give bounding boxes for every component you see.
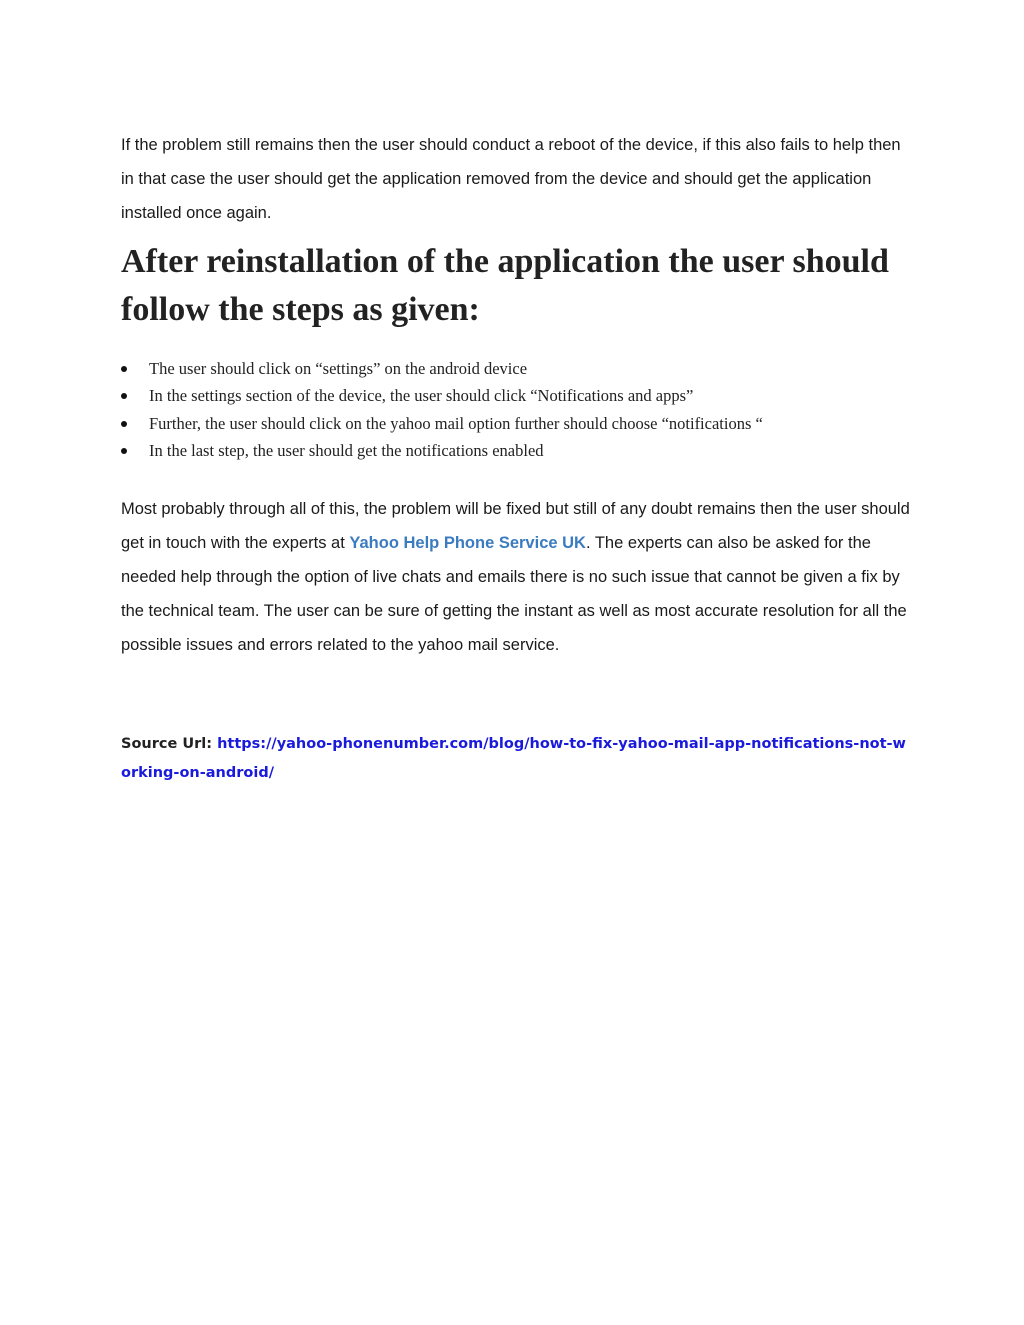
- bullet-icon: [121, 448, 127, 454]
- steps-list: [121, 355, 763, 464]
- source-url-line: [121, 730, 911, 788]
- section-heading: After reinstallation of the application the user should follow the steps as given:: [121, 243, 889, 328]
- yahoo-help-phone-service-link[interactable]: Yahoo Help Phone Service UK: [349, 534, 586, 552]
- list-item-text: In the last step, the user should get the notifications enabled: [149, 440, 544, 460]
- bullet-icon: [121, 393, 127, 399]
- list-item: [121, 382, 763, 409]
- list-item-text: In the settings section of the device, the user should click “Notifications and apps”: [149, 386, 694, 406]
- list-item-text: Further, the user should click on the yahoo mail option further should choose “notifications “: [149, 413, 763, 433]
- list-item-text: The user should click on “settings” on the android device: [149, 359, 528, 378]
- bullet-icon: [121, 366, 127, 372]
- list-item: [121, 437, 763, 464]
- page-content: [121, 128, 911, 781]
- source-url-link[interactable]: https://yahoo-phonenumber.com/blog/how-to-fix-yahoo-mail-app-notifications-not-working-on-android/: [121, 736, 906, 781]
- closing-paragraph: [121, 492, 911, 662]
- list-item: [121, 355, 763, 382]
- list-item: [121, 410, 763, 437]
- closing-text-start: Most probably through all of this, the problem will be fixed but still of any doubt remains then the user should get in touch with the experts at: [121, 500, 910, 552]
- closing-text-end: . The experts can also be asked for the needed help through the option of live chats and emails there is no such issue that cannot be given a fix by the technical team. The user can be sure of getting the instant as well as most accurate resolution for all the possible issues and errors related to the yahoo mail service.: [121, 534, 907, 654]
- bullet-icon: [121, 421, 127, 427]
- source-url-label: Source Url:: [121, 736, 218, 752]
- intro-paragraph: If the problem still remains then the user should conduct a reboot of the device, if this also fails to help then in that case the user should get the application removed from the device and should get the application installed once again.: [121, 136, 901, 222]
